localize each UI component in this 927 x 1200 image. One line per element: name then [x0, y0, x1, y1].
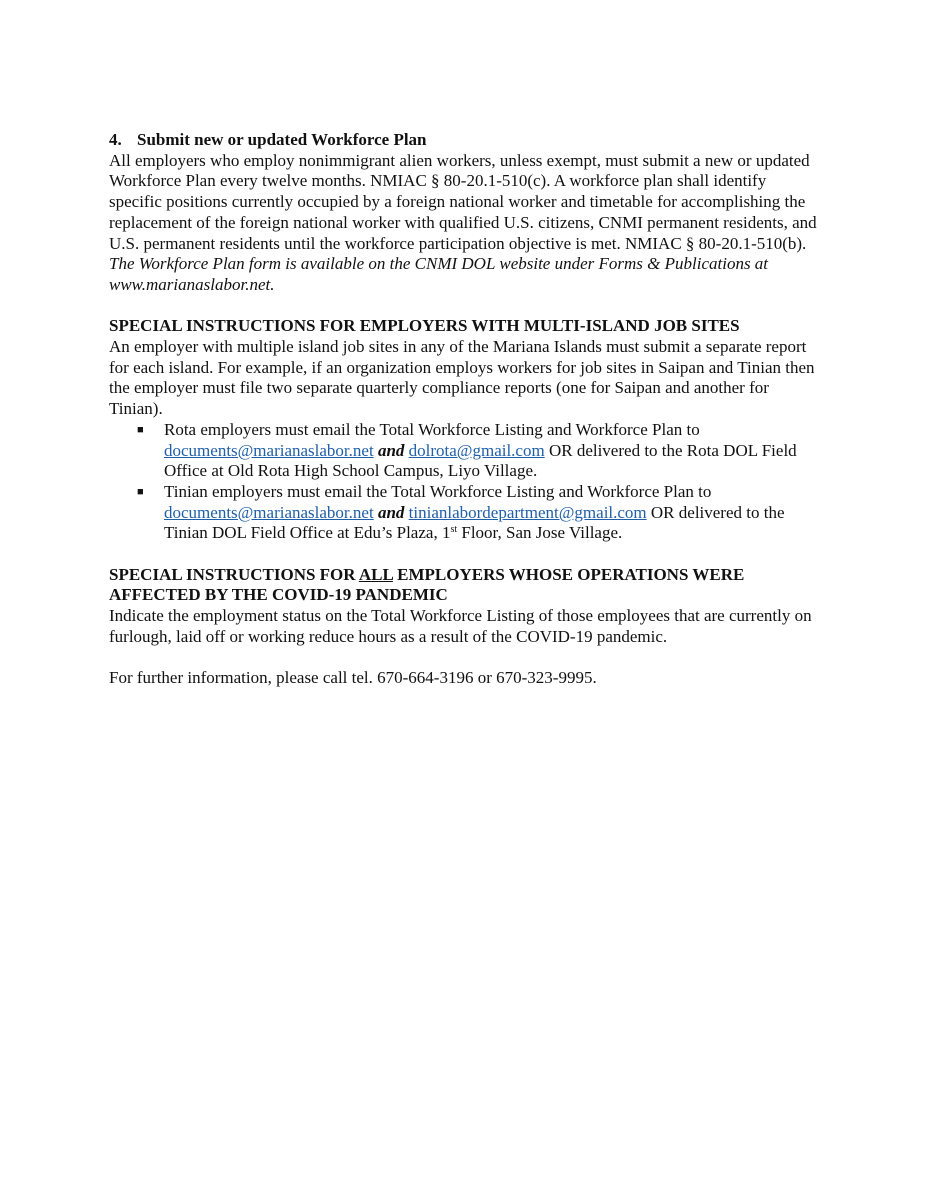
rota-email-dolrota-link[interactable]: dolrota@gmail.com — [408, 440, 545, 460]
section-4-body-italic: The Workforce Plan form is available on the CNMI DOL website under Forms & Publications at www.marianaslabor.net. — [109, 254, 769, 294]
section-4-body — [109, 151, 821, 296]
rota-rest: OR delivered to the Rota DOL Field Office at Old Rota High School Campus, Liyo Village. — [164, 440, 797, 481]
section-title: Submit new or updated Workforce Plan — [137, 130, 427, 149]
contact-info: For further information, please call tel. 670-664-3196 or 670-323-9995. — [109, 668, 597, 688]
covid-body: Indicate the employment status on the Total Workforce Listing of those employees that are currently on furlough, laid off or working reduce hours as a result of the COVID-19 pandemic. — [109, 606, 812, 646]
square-bullet-icon: ■ — [137, 423, 144, 436]
rota-email-documents-link[interactable]: documents@marianaslabor.net — [164, 440, 374, 460]
tinian-and-text: and — [377, 502, 405, 522]
tinian-rest-1: OR delivered to the Tinian DOL Field Office at Edu’s Plaza, 1 — [164, 502, 785, 543]
multi-island-body: An employer with multiple island job sites in any of the Mariana Islands must submit a separate report for each island. For example, if an organization employs workers for job sites in Saipan and Tinian then the employer must file two separate quarterly compliance reports (one for Saipan and another for Tinian). — [109, 337, 815, 419]
multi-island-heading: SPECIAL INSTRUCTIONS FOR EMPLOYERS WITH MULTI-ISLAND JOB SITES — [109, 316, 740, 336]
list-item-rota — [109, 420, 821, 482]
tinian-rest-2: Floor, San Jose Village. — [457, 523, 623, 543]
tinian-email-documents-link[interactable]: documents@marianaslabor.net — [164, 502, 374, 522]
section-4-heading — [109, 130, 821, 151]
rota-intro: Rota employers must email the Total Workforce Listing and Workforce Plan to — [164, 419, 700, 439]
document-page — [109, 130, 821, 689]
list-item-tinian — [109, 482, 821, 544]
tinian-intro: Tinian employers must email the Total Workforce Listing and Workforce Plan to — [164, 481, 712, 501]
covid-heading-pre: SPECIAL INSTRUCTIONS FOR — [109, 564, 359, 584]
multi-island-bullet-list — [109, 420, 821, 544]
covid-heading-post: EMPLOYERS WHOSE OPERATIONS WERE AFFECTED BY THE COVID-19 PANDEMIC — [109, 564, 745, 605]
section-4-body-text: All employers who employ nonimmigrant alien workers, unless exempt, must submit a new or updated Workforce Plan every twelve months. NMIAC § 80-20.1-510(c). A workforce plan shall identify specific positions currently occupied by a foreign national worker and timetable for accomplishing the replacement of the foreign national worker with qualified U.S. citizens, CNMI permanent residents, and U.S. permanent residents until the workforce participation objective is met. NMIAC § 80-20.1-510(b). — [109, 150, 817, 253]
rota-and-text: and — [377, 440, 405, 460]
covid-heading-all: ALL — [358, 564, 393, 584]
section-number: 4. — [109, 130, 122, 149]
square-bullet-icon: ■ — [137, 485, 144, 498]
covid-heading — [109, 565, 821, 606]
ordinal-superscript: st — [450, 524, 458, 536]
tinian-email-labordept-link[interactable]: tinianlabordepartment@gmail.com — [408, 502, 647, 522]
